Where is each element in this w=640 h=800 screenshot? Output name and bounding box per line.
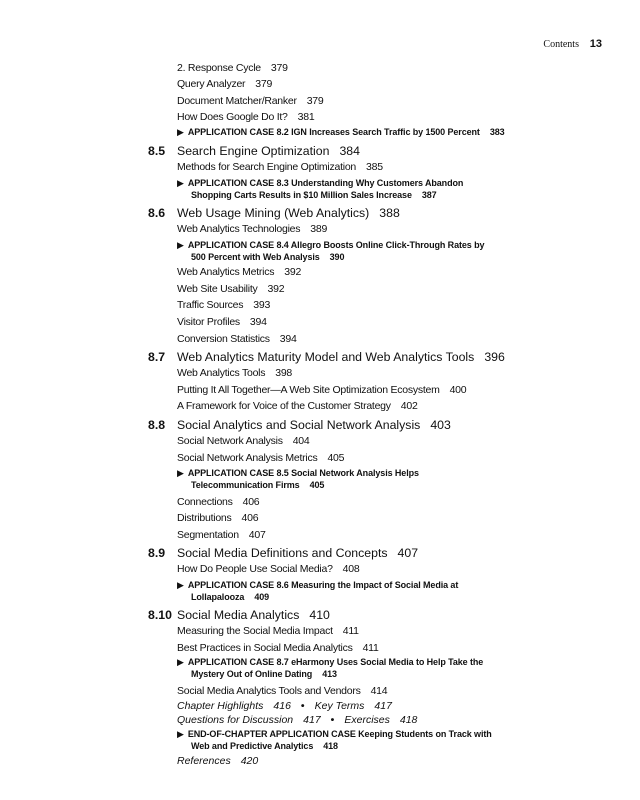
toc-entry[interactable]: Web Analytics Metrics 392 <box>177 266 302 278</box>
chapter-highlights-key-terms[interactable]: Chapter Highlights 416 • Key Terms 417 <box>177 700 392 712</box>
section-8-9[interactable]: 8.9 Social Media Definitions and Concepts 407 <box>148 546 419 560</box>
toc-entry[interactable]: Methods for Search Engine Optimization 385 <box>177 161 383 173</box>
toc-entry[interactable]: Segmentation 407 <box>177 529 266 541</box>
toc-entry[interactable]: A Framework for Voice of the Customer Strategy 402 <box>177 400 418 412</box>
section-8-10[interactable]: 8.10 Social Media Analytics 410 <box>148 608 330 622</box>
toc-entry[interactable]: Best Practices in Social Media Analytics 411 <box>177 642 379 654</box>
section-8-7[interactable]: 8.7 Web Analytics Maturity Model and Web Analytics Tools 396 <box>148 350 505 364</box>
toc-entry[interactable]: Web Analytics Technologies 389 <box>177 223 328 235</box>
application-case-8-5[interactable]: ▶ APPLICATION CASE 8.5 Social Network Analysis Helps <box>177 468 419 478</box>
triangle-marker-icon: ▶ <box>177 580 184 590</box>
toc-entry[interactable]: Social Network Analysis 404 <box>177 435 310 447</box>
toc-entry[interactable]: Distributions 406 <box>177 512 259 524</box>
toc-entry[interactable]: Web Site Usability 392 <box>177 283 285 295</box>
application-case-8-2[interactable]: ▶ APPLICATION CASE 8.2 IGN Increases Search Traffic by 1500 Percent 383 <box>177 127 505 137</box>
application-case-8-4-cont: 500 Percent with Web Analysis 390 <box>191 252 345 262</box>
toc-entry[interactable]: Query Analyzer 379 <box>177 78 273 90</box>
application-case-8-6-cont: Lollapalooza 409 <box>191 592 270 602</box>
toc-entry[interactable]: Social Network Analysis Metrics 405 <box>177 452 345 464</box>
application-case-8-3[interactable]: ▶ APPLICATION CASE 8.3 Understanding Why Customers Abandon <box>177 178 464 188</box>
end-of-chapter-application-case[interactable]: ▶ END-OF-CHAPTER APPLICATION CASE Keeping Students on Track with <box>177 729 492 739</box>
toc-entry[interactable]: Visitor Profiles 394 <box>177 316 267 328</box>
toc-entry[interactable]: Conversion Statistics 394 <box>177 333 297 345</box>
application-case-8-4[interactable]: ▶ APPLICATION CASE 8.4 Allegro Boosts Online Click-Through Rates by <box>177 240 485 250</box>
toc-entry[interactable]: Connections 406 <box>177 496 260 508</box>
application-case-8-3-cont: Shopping Carts Results in $10 Million Sales Increase 387 <box>191 190 437 200</box>
application-case-8-6[interactable]: ▶ APPLICATION CASE 8.6 Measuring the Impact of Social Media at <box>177 580 459 590</box>
application-case-8-5-cont: Telecommunication Firms 405 <box>191 480 325 490</box>
toc-entry[interactable]: Traffic Sources 393 <box>177 299 271 311</box>
end-of-chapter-application-case-cont: Web and Predictive Analytics 418 <box>191 741 338 751</box>
triangle-marker-icon: ▶ <box>177 657 184 667</box>
questions-exercises[interactable]: Questions for Discussion 417 • Exercises 418 <box>177 714 418 726</box>
triangle-marker-icon: ▶ <box>177 468 184 478</box>
section-8-6[interactable]: 8.6 Web Usage Mining (Web Analytics) 388 <box>148 206 400 220</box>
triangle-marker-icon: ▶ <box>177 178 184 188</box>
toc-entry[interactable]: Document Matcher/Ranker 379 <box>177 95 324 107</box>
toc-entry[interactable]: 2. Response Cycle 379 <box>177 62 288 74</box>
section-8-5[interactable]: 8.5 Search Engine Optimization 384 <box>148 144 360 158</box>
toc-entry[interactable]: Social Media Analytics Tools and Vendors 414 <box>177 685 388 697</box>
toc-entry[interactable]: Measuring the Social Media Impact 411 <box>177 625 359 637</box>
triangle-marker-icon: ▶ <box>177 127 184 137</box>
page-number: 13 <box>589 38 602 50</box>
application-case-8-7-cont: Mystery Out of Online Dating 413 <box>191 669 337 679</box>
triangle-marker-icon: ▶ <box>177 240 184 250</box>
triangle-marker-icon: ▶ <box>177 729 184 739</box>
toc-entry[interactable]: Web Analytics Tools 398 <box>177 367 293 379</box>
toc-entry[interactable]: How Do People Use Social Media? 408 <box>177 563 360 575</box>
section-8-8[interactable]: 8.8 Social Analytics and Social Network Analysis 403 <box>148 418 451 432</box>
toc-entry[interactable]: Putting It All Together—A Web Site Optimization Ecosystem 400 <box>177 384 467 396</box>
application-case-8-7[interactable]: ▶ APPLICATION CASE 8.7 eHarmony Uses Social Media to Help Take the <box>177 657 484 667</box>
toc-entry[interactable]: How Does Google Do It? 381 <box>177 111 315 123</box>
references[interactable]: References 420 <box>177 755 259 767</box>
running-header-title: Contents <box>543 39 579 50</box>
